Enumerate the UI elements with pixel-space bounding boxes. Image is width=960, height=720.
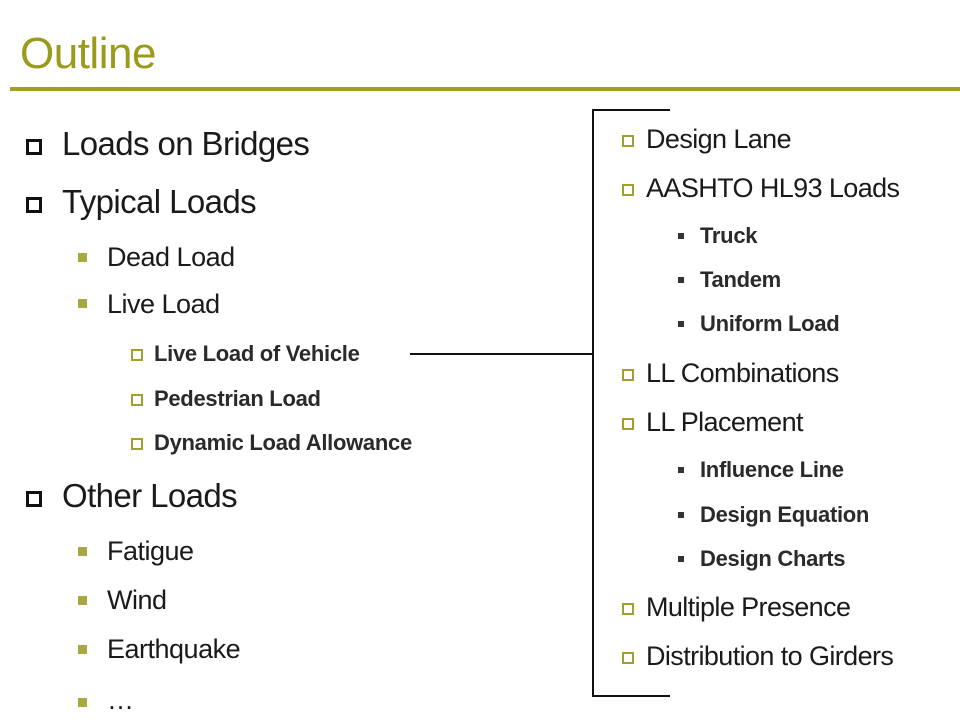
small-bullet-icon (678, 233, 684, 239)
outline-item-other-loads: Other Loads (62, 477, 238, 514)
square-bullet-icon (26, 491, 42, 507)
filled-bullet-icon (78, 547, 87, 556)
filled-bullet-icon (78, 596, 87, 605)
outline-item-ll-placement: LL Placement (646, 407, 803, 437)
hollow-bullet-icon (622, 369, 634, 381)
outline-item-live-load: Live Load (107, 289, 220, 319)
filled-bullet-icon (78, 698, 87, 707)
bracket-bottom-line (592, 695, 670, 697)
outline-item-loads-on-bridges: Loads on Bridges (62, 125, 310, 162)
filled-bullet-icon (78, 645, 87, 654)
hollow-bullet-icon (622, 135, 634, 147)
outline-item-ll-combinations: LL Combinations (646, 358, 839, 388)
outline-item-dynamic-load-allowance: Dynamic Load Allowance (154, 430, 412, 455)
small-bullet-icon (678, 512, 684, 518)
outline-item-multiple-presence: Multiple Presence (646, 592, 851, 622)
hollow-bullet-icon (622, 184, 634, 196)
outline-item-truck: Truck (700, 223, 758, 248)
square-bullet-icon (26, 197, 42, 213)
filled-bullet-icon (78, 299, 87, 308)
bracket-vertical-line (592, 109, 594, 697)
small-bullet-icon (678, 277, 684, 283)
title-divider (10, 87, 960, 91)
hollow-bullet-icon (131, 438, 143, 450)
hollow-bullet-icon (622, 652, 634, 664)
outline-item-aashto-hl93-loads: AASHTO HL93 Loads (646, 173, 900, 203)
outline-item-design-charts: Design Charts (700, 546, 846, 571)
outline-item-ellipsis: … (107, 685, 134, 715)
outline-item-design-lane: Design Lane (646, 124, 792, 154)
connector-line (410, 353, 594, 355)
outline-item-uniform-load: Uniform Load (700, 311, 840, 336)
hollow-bullet-icon (131, 394, 143, 406)
outline-item-earthquake: Earthquake (107, 634, 241, 664)
hollow-bullet-icon (622, 418, 634, 430)
bracket-top-line (592, 109, 670, 111)
hollow-bullet-icon (622, 603, 634, 615)
outline-item-tandem: Tandem (700, 267, 781, 292)
outline-item-design-equation: Design Equation (700, 502, 870, 527)
outline-item-live-load-of-vehicle: Live Load of Vehicle (154, 341, 360, 366)
outline-item-dead-load: Dead Load (107, 242, 235, 272)
hollow-bullet-icon (131, 349, 143, 361)
square-bullet-icon (26, 139, 42, 155)
outline-item-typical-loads: Typical Loads (62, 183, 256, 220)
outline-item-distribution-to-girders: Distribution to Girders (646, 641, 894, 671)
small-bullet-icon (678, 467, 684, 473)
small-bullet-icon (678, 321, 684, 327)
outline-item-influence-line: Influence Line (700, 457, 844, 482)
outline-item-fatigue: Fatigue (107, 536, 194, 566)
filled-bullet-icon (78, 253, 87, 262)
outline-item-pedestrian-load: Pedestrian Load (154, 386, 321, 411)
small-bullet-icon (678, 556, 684, 562)
page-title: Outline (20, 29, 156, 78)
outline-item-wind: Wind (107, 585, 167, 615)
